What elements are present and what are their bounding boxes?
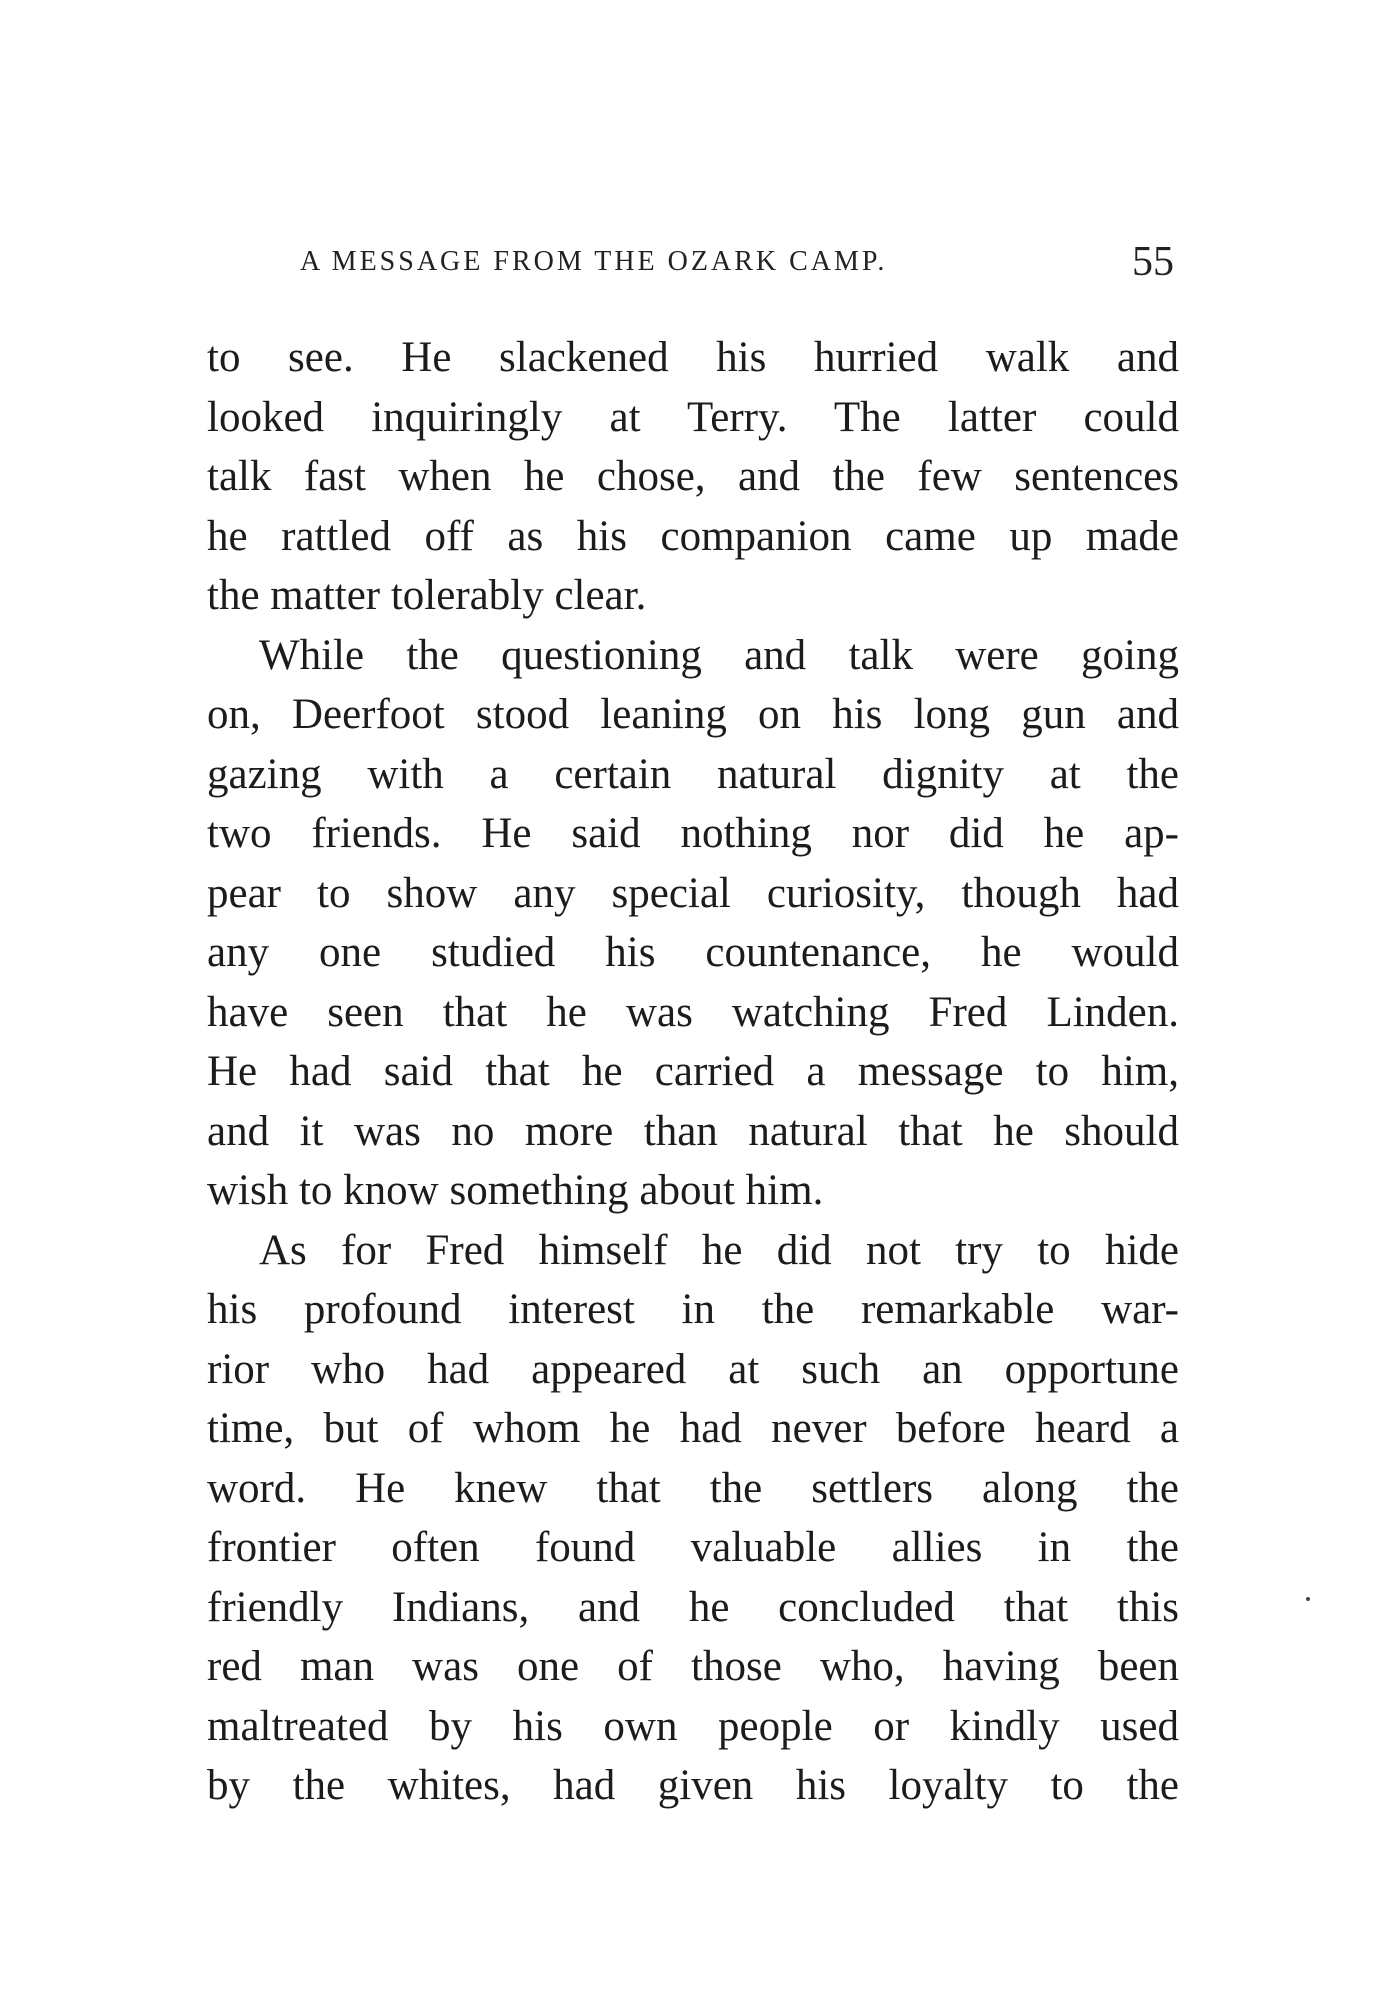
paragraph-1 (207, 328, 1179, 626)
page-number: 55 (1132, 239, 1174, 285)
text-line: he rattled off as his companion came up made (207, 512, 1179, 560)
text-line: frontier often found valuable allies in the (207, 1524, 1179, 1571)
text-line: friendly Indians, and he concluded that this (207, 1583, 1179, 1631)
text-line: have seen that he was watching Fred Linden. (207, 988, 1179, 1036)
text-line: any one studied his countenance, he would (207, 929, 1179, 976)
text-line: time, but of whom he had never before heard a (207, 1405, 1179, 1452)
text-line: gazing with a certain natural dignity at the (207, 750, 1179, 798)
text-line: wish to know something about him. (207, 1167, 824, 1214)
text-line: red man was one of those who, having been (207, 1643, 1179, 1690)
paragraph-3 (207, 1221, 1179, 1816)
text-line: and it was no more than natural that he should (207, 1107, 1179, 1155)
text-line: the matter tolerably clear. (207, 572, 647, 619)
text-line: to see. He slackened his hurried walk and (207, 334, 1179, 381)
text-line: pear to show any special curiosity, though had (207, 869, 1179, 917)
text-line: looked inquiringly at Terry. The latter could (207, 393, 1179, 441)
running-title: A MESSAGE FROM THE OZARK CAMP. (300, 246, 888, 277)
text-line: rior who had appeared at such an opportune (207, 1345, 1179, 1393)
running-header (290, 238, 1174, 298)
text-line: As for Fred himself he did not try to hide (259, 1226, 1179, 1274)
text-line: two friends. He said nothing nor did he ap- (207, 810, 1179, 857)
paragraph-2 (207, 626, 1179, 1221)
text-line: He had said that he carried a message to him, (207, 1048, 1179, 1095)
body-text (207, 328, 1179, 1816)
text-line: on, Deerfoot stood leaning on his long gun and (207, 691, 1179, 738)
ink-speck (1306, 1597, 1310, 1601)
text-line: talk fast when he chose, and the few sentences (207, 453, 1179, 500)
text-line: word. He knew that the settlers along the (207, 1464, 1179, 1512)
text-line: maltreated by his own people or kindly used (207, 1702, 1179, 1750)
text-line: his profound interest in the remarkable war- (207, 1286, 1179, 1333)
text-line: by the whites, had given his loyalty to the (207, 1762, 1179, 1809)
text-line: While the questioning and talk were going (259, 631, 1179, 679)
